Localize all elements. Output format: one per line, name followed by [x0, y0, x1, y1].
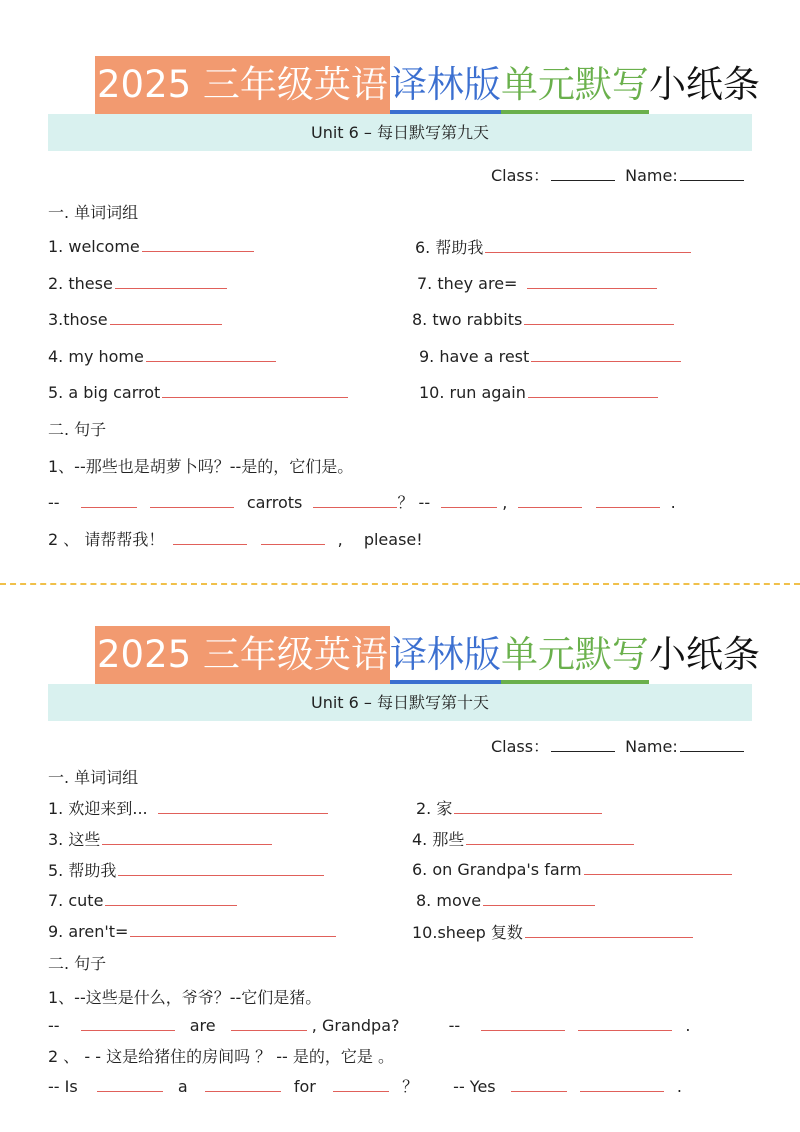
section-sentences-heading: 二. 句子: [48, 954, 107, 973]
answer-blank[interactable]: [150, 491, 234, 508]
sentence-answer-2: -- Is a for ？ -- Yes .: [48, 1077, 683, 1096]
sentence-answer-1: -- are , Grandpa? -- .: [48, 1016, 691, 1035]
title-edition: 译林版: [390, 626, 501, 684]
answer-blank[interactable]: [528, 381, 658, 398]
sheet1-title: [95, 56, 760, 114]
answer-blank[interactable]: [485, 236, 691, 253]
word-item: 6. 帮助我: [415, 235, 691, 258]
class-blank[interactable]: [551, 735, 615, 752]
section-words-heading: 一. 单词词组: [48, 203, 139, 222]
word-item: 1. 欢迎来到...: [48, 796, 328, 819]
title-dictation: 单元默写: [501, 56, 649, 114]
answer-blank[interactable]: [102, 828, 272, 845]
answer-blank[interactable]: [511, 1075, 567, 1092]
class-blank[interactable]: [551, 164, 615, 181]
answer-blank[interactable]: [81, 1014, 175, 1031]
answer-blank[interactable]: [142, 235, 254, 252]
answer-blank[interactable]: [441, 491, 497, 508]
sentence-prompt-1: 1、--这些是什么，爷爷？--它们是猪。: [48, 988, 322, 1007]
answer-blank[interactable]: [110, 308, 222, 325]
answer-blank[interactable]: [466, 828, 634, 845]
name-label: Name:: [625, 166, 678, 185]
word-item: 7. cute: [48, 889, 237, 910]
answer-blank[interactable]: [596, 491, 660, 508]
answer-blank[interactable]: [527, 272, 657, 289]
answer-blank[interactable]: [313, 491, 397, 508]
word-item: 10. run again: [419, 381, 658, 402]
word-item: 8. two rabbits: [412, 308, 674, 329]
sheet1-banner: Unit 6 – 每日默写第九天: [48, 114, 752, 151]
answer-blank[interactable]: [130, 920, 336, 937]
word-item: 3.those: [48, 308, 222, 329]
word-item: 2. these: [48, 272, 227, 293]
title-dictation: 单元默写: [501, 626, 649, 684]
word-item: 4. 那些: [412, 827, 634, 850]
answer-blank[interactable]: [173, 528, 247, 545]
name-blank[interactable]: [680, 735, 744, 752]
word-item: 5. 帮助我: [48, 858, 324, 881]
answer-blank[interactable]: [158, 797, 328, 814]
section-words-heading: 一. 单词词组: [48, 768, 139, 787]
sheet2-banner: Unit 6 – 每日默写第十天: [48, 684, 752, 721]
answer-blank[interactable]: [525, 921, 693, 938]
name-label: Name:: [625, 737, 678, 756]
word-item: 9. aren't=: [48, 920, 336, 941]
sentence-prompt-2: 2 、 - - 这是给猪住的房间吗 ？ -- 是的，它是 。: [48, 1047, 394, 1066]
sentence-answer-1: -- carrots ？ -- , .: [48, 493, 676, 512]
answer-blank[interactable]: [518, 491, 582, 508]
word-item: 2. 家: [416, 796, 602, 819]
answer-blank[interactable]: [524, 308, 674, 325]
word-item: 1. welcome: [48, 235, 254, 256]
sentence-prompt-1: 1、--那些也是胡萝卜吗？--是的，它们是。: [48, 457, 354, 476]
cut-line-divider: [0, 583, 800, 585]
class-label: Class：: [491, 737, 550, 756]
answer-blank[interactable]: [231, 1014, 307, 1031]
title-note: 小纸条: [648, 633, 760, 676]
class-name-row: [491, 163, 744, 186]
answer-blank[interactable]: [118, 859, 324, 876]
answer-blank[interactable]: [146, 345, 276, 362]
class-name-row: [491, 734, 744, 757]
answer-blank[interactable]: [162, 381, 348, 398]
word-item: 7. they are=: [417, 272, 657, 293]
answer-blank[interactable]: [205, 1075, 281, 1092]
answer-blank[interactable]: [481, 1014, 565, 1031]
answer-blank[interactable]: [531, 345, 681, 362]
name-blank[interactable]: [680, 164, 744, 181]
word-item: 6. on Grandpa's farm: [412, 858, 732, 879]
answer-blank[interactable]: [97, 1075, 163, 1092]
answer-blank[interactable]: [483, 889, 595, 906]
answer-blank[interactable]: [584, 858, 732, 875]
section-sentences-heading: 二. 句子: [48, 420, 107, 439]
word-item: 9. have a rest: [419, 345, 681, 366]
answer-blank[interactable]: [261, 528, 325, 545]
answer-blank[interactable]: [115, 272, 227, 289]
title-grade: 2025 三年级英语: [95, 56, 390, 114]
answer-blank[interactable]: [333, 1075, 389, 1092]
word-item: 10.sheep 复数: [412, 920, 693, 943]
sheet2-title: [95, 626, 760, 684]
answer-blank[interactable]: [578, 1014, 672, 1031]
word-item: 5. a big carrot: [48, 381, 348, 402]
answer-blank[interactable]: [580, 1075, 664, 1092]
word-item: 8. move: [416, 889, 595, 910]
word-item: 3. 这些: [48, 827, 272, 850]
title-note: 小纸条: [648, 63, 760, 106]
answer-blank[interactable]: [454, 797, 602, 814]
title-edition: 译林版: [390, 56, 501, 114]
sentence-2: 2 、 请帮帮我！ , please!: [48, 530, 423, 549]
title-grade: 2025 三年级英语: [95, 626, 390, 684]
answer-blank[interactable]: [105, 889, 237, 906]
word-item: 4. my home: [48, 345, 276, 366]
class-label: Class：: [491, 166, 550, 185]
answer-blank[interactable]: [81, 491, 137, 508]
